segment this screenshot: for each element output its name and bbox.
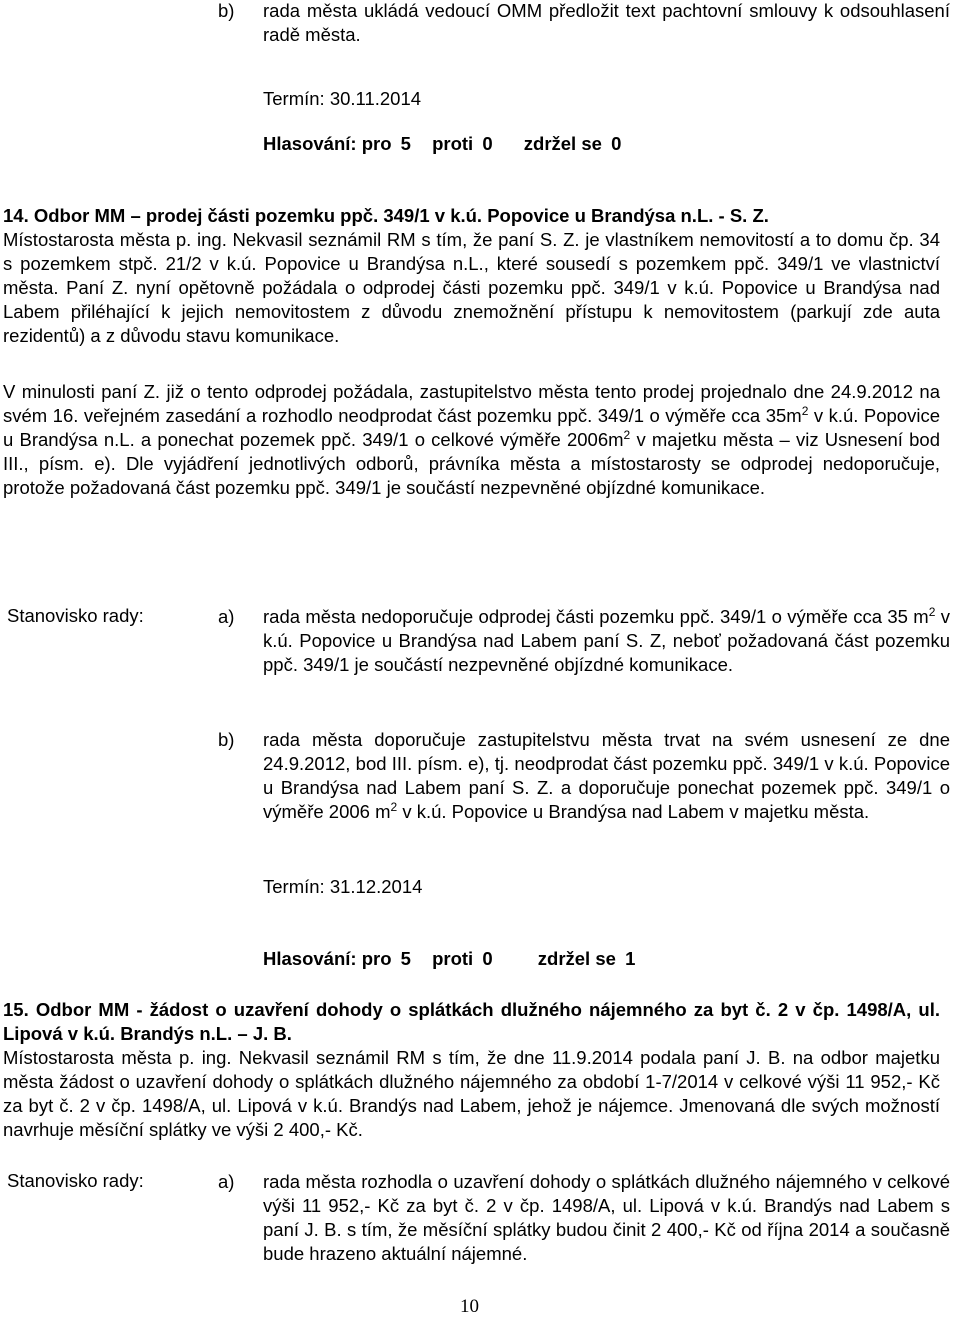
- section-14-body-1: Místostarosta města p. ing. Nekvasil seznámil RM s tím, že paní S. Z. je vlastníkem nemovitostí a to domu čp. 34 s pozemkem stpč. 21/2 v k.ú. Popovice u Brandýsa n.L., které sousedí s pozemkem ppč. 349/1 ve vlastnictví města. Paní Z. nyní opětovně požádala o odprodej části pozemku ppč. 349/1 v k.ú. Popovice u Brandýsa nad Labem přiléhající k jejich nemovitostem z důvodu znemožnění přístupu k nemovitostem (parkují zde auta rezidentů) a z důvodu stavu komunikace.: [3, 229, 940, 346]
- vote-proti-label: proti: [432, 133, 474, 154]
- deadline-1: Termín: 30.11.2014: [263, 88, 422, 109]
- vote-pro-count: 5: [400, 948, 411, 969]
- section-14-b-text: rada města doporučuje zastupitelstvu města trvat na svém usnesení ze dne 24.9.2012, bod III. písm. e), tj. neodprodat část pozemku ppč. 349/1 v k.ú. Popovice u Brandýsa nad Labem paní S. Z. a doporučuje ponechat pozemek ppč. 349/1 o výměře 2006 $m^2$ v k.ú. Popovice u Brandýsa nad Labem v majetku města.: [263, 729, 950, 822]
- section-14-body-2: V minulosti paní Z. již o tento odprodej požádala, zastupitelstvo města tento prodej projednalo dne 24.9.2012 na svém 16. veřejném zasedání a rozhodlo neodprodat část pozemku ppč. 349/1 o výměře cca $35m^2$ v k.ú. Popovice u Brandýsa n.L. a ponechat pozemek ppč. 349/1 o celkové výměře $2006m^2$ v majetku města – viz Usnesení bod III., písm. e). Dle vyjádření jednotlivých odborů, právníka města a místostarosty se odprodej nedoporučuje, protože požadovaná část pozemku ppč. 349/1 je součástí nezpevněné objízdné komunikace.: [3, 381, 941, 498]
- vote-prefix: Hlasování: pro: [263, 948, 392, 969]
- vote-zdrzel-label: zdržel se: [523, 133, 602, 154]
- section-15-a-text: rada města rozhodla o uzavření dohody o splátkách dlužného nájemného v celkové výši 11 952,- Kč za byt č. 2 v čp. 1498/A, ul. Lipová v k.ú. Brandýs nad Labem s paní J. B. s tím, že měsíční splátky budou činit 2 400,- Kč od října 2014 a současně bude hrazeno aktuální nájemné.: [263, 1171, 950, 1264]
- item-b-text: rada města ukládá vedoucí OMM předložit text pachtovní smlouvy k odsouhlasení radě města.: [263, 0, 950, 45]
- section-14-a-label: a): [218, 606, 235, 627]
- vote-prefix: Hlasování: pro: [263, 133, 392, 154]
- vote-pro-count: 5: [400, 133, 411, 154]
- section-15-body: Místostarosta města p. ing. Nekvasil seznámil RM s tím, že dne 11.9.2014 podala paní J. B. na odbor majetku města žádost o uzavření dohody o splátkách dlužného nájemného za období 1-7/2014 v celkové výši 11 952,- Kč za byt č. 2 v čp. 1498/A, ul. Lipová v k.ú. Brandýs nad Labem, jehož je nájemce. Jmenovaná dle svých možností navrhuje měsíční splátky ve výši 2 400,- Kč.: [3, 1047, 940, 1140]
- vote-zdrzel-count: 1: [625, 948, 636, 969]
- page-number: 10: [460, 1296, 479, 1317]
- section-14-b-label: b): [218, 729, 235, 750]
- vote-zdrzel-label: zdržel se: [537, 948, 616, 969]
- section-15-a-label: a): [218, 1171, 235, 1192]
- section-14-heading: 14. Odbor MM – prodej části pozemku ppč. 349/1 v k.ú. Popovice u Brandýsa n.L. - S. Z.: [3, 205, 769, 226]
- vote-1: [263, 133, 621, 155]
- vote-zdrzel-count: 0: [611, 133, 622, 154]
- vote-proti-label: proti: [432, 948, 474, 969]
- vote-proti-count: 0: [482, 133, 493, 154]
- vote-2: [263, 948, 635, 970]
- stanovisko-label-15: Stanovisko rady:: [7, 1170, 144, 1191]
- stanovisko-label-14: Stanovisko rady:: [7, 605, 144, 626]
- section-15-heading: 15. Odbor MM - žádost o uzavření dohody o splátkách dlužného nájemného za byt č. 2 v čp. 1498/A, ul. Lipová v k.ú. Brandýs n.L. – J. B.: [3, 999, 940, 1044]
- item-b-label: b): [218, 0, 235, 21]
- deadline-2: Termín: 31.12.2014: [263, 876, 423, 897]
- vote-proti-count: 0: [482, 948, 493, 969]
- section-14-a-text: rada města nedoporučuje odprodej části pozemku ppč. 349/1 o výměře cca 35 $m^2$ v k.ú. Popovice u Brandýsa nad Labem paní S. Z, neboť požadovaná část pozemku ppč. 349/1 je součástí nezpevněné objízdné komunikace.: [263, 604, 950, 675]
